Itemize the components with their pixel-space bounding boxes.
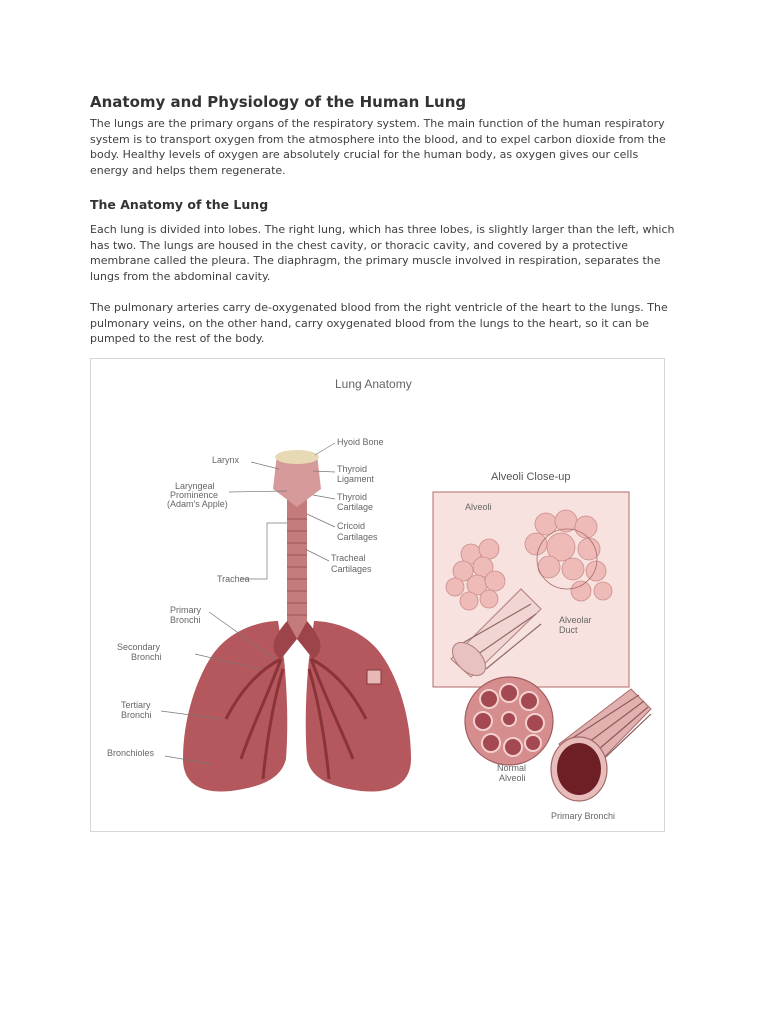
label-tracheal-2: Cartilages bbox=[331, 564, 372, 574]
pulmonary-paragraph: The pulmonary arteries carry de-oxygenated blood from the right ventricle of the heart to the lungs. The pulmonary veins, on the other hand, carry oxygenated blood from the lungs to the heart, so it can be pumped to the rest of the body. bbox=[90, 301, 668, 345]
bronchi-tube-lumen bbox=[557, 743, 601, 795]
lung-anatomy-figure bbox=[90, 358, 665, 832]
label-tertiary-bronchi-2: Bronchi bbox=[121, 710, 152, 720]
label-laryngeal-3: (Adam's Apple) bbox=[167, 499, 228, 509]
lobes-paragraph: Each lung is divided into lobes. The right lung, which has three lobes, is slightly larger than the left, which has two. The lungs are housed in the chest cavity, or thoracic cavity, and covered by a protective membrane called the pleura. The diaphragm, the primary muscle involved in respiration, separates the lungs from the abdominal cavity. bbox=[90, 223, 675, 283]
label-bronchioles: Bronchioles bbox=[107, 748, 155, 758]
label-secondary-bronchi-1: Secondary bbox=[117, 642, 161, 652]
label-hyoid-bone: Hyoid Bone bbox=[337, 437, 384, 447]
label-laryngeal-2: Prominence bbox=[170, 490, 219, 500]
label-larynx: Larynx bbox=[212, 455, 240, 465]
label-thyroid-cartilage-2: Cartilage bbox=[337, 502, 374, 512]
page-title: Anatomy and Physiology of the Human Lung bbox=[90, 93, 467, 111]
label-thyroid-cartilage-1: Thyroid bbox=[337, 492, 368, 502]
label-normal-alveoli-1: Normal bbox=[497, 763, 527, 773]
label-tracheal-1: Tracheal bbox=[331, 553, 366, 563]
alveoli-sacs bbox=[474, 684, 544, 756]
label-laryngeal-1: Laryngeal bbox=[175, 481, 215, 491]
alveoli-closeup-title: Alveoli Close-up bbox=[491, 471, 571, 483]
hyoid-bone-shape bbox=[275, 450, 319, 464]
label-alveoli: Alveoli bbox=[465, 502, 492, 512]
label-cricoid-1: Cricoid bbox=[337, 521, 366, 531]
closeup-marker bbox=[367, 670, 381, 684]
label-primary-bronchi-2: Bronchi bbox=[170, 615, 201, 625]
label-thyroid-ligament-1: Thyroid bbox=[337, 464, 368, 474]
label-alveolar-duct-2: Duct bbox=[559, 625, 578, 635]
article bbox=[90, 92, 680, 365]
label-primary-bronchi-1: Primary bbox=[170, 605, 201, 615]
intro-paragraph: The lungs are the primary organs of the respiratory system. The main function of the human respiratory system is to transport oxygen from the atmosphere into the blood, and to expel carbon dioxide from the body. Healthy levels of oxygen are absolutely crucial for the human body, as oxygen gives our cells energy and helps them regenerate. bbox=[90, 117, 666, 177]
trachea-tube bbox=[287, 489, 307, 639]
label-primary-bronchi-bottom: Primary Bronchi bbox=[551, 811, 616, 821]
section-heading: The Anatomy of the Lung bbox=[90, 197, 269, 212]
label-normal-alveoli-2: Alveoli bbox=[499, 773, 526, 783]
label-tertiary-bronchi-1: Tertiary bbox=[121, 700, 151, 710]
label-cricoid-2: Cartilages bbox=[337, 532, 378, 542]
lung-anatomy-illustration bbox=[91, 359, 664, 831]
figure-title: Lung Anatomy bbox=[335, 377, 412, 391]
label-secondary-bronchi-2: Bronchi bbox=[131, 652, 162, 662]
label-thyroid-ligament-2: Ligament bbox=[337, 474, 375, 484]
label-trachea: Trachea bbox=[217, 574, 250, 584]
label-alveolar-duct-1: Alveolar bbox=[559, 615, 592, 625]
right-lung bbox=[183, 621, 287, 792]
